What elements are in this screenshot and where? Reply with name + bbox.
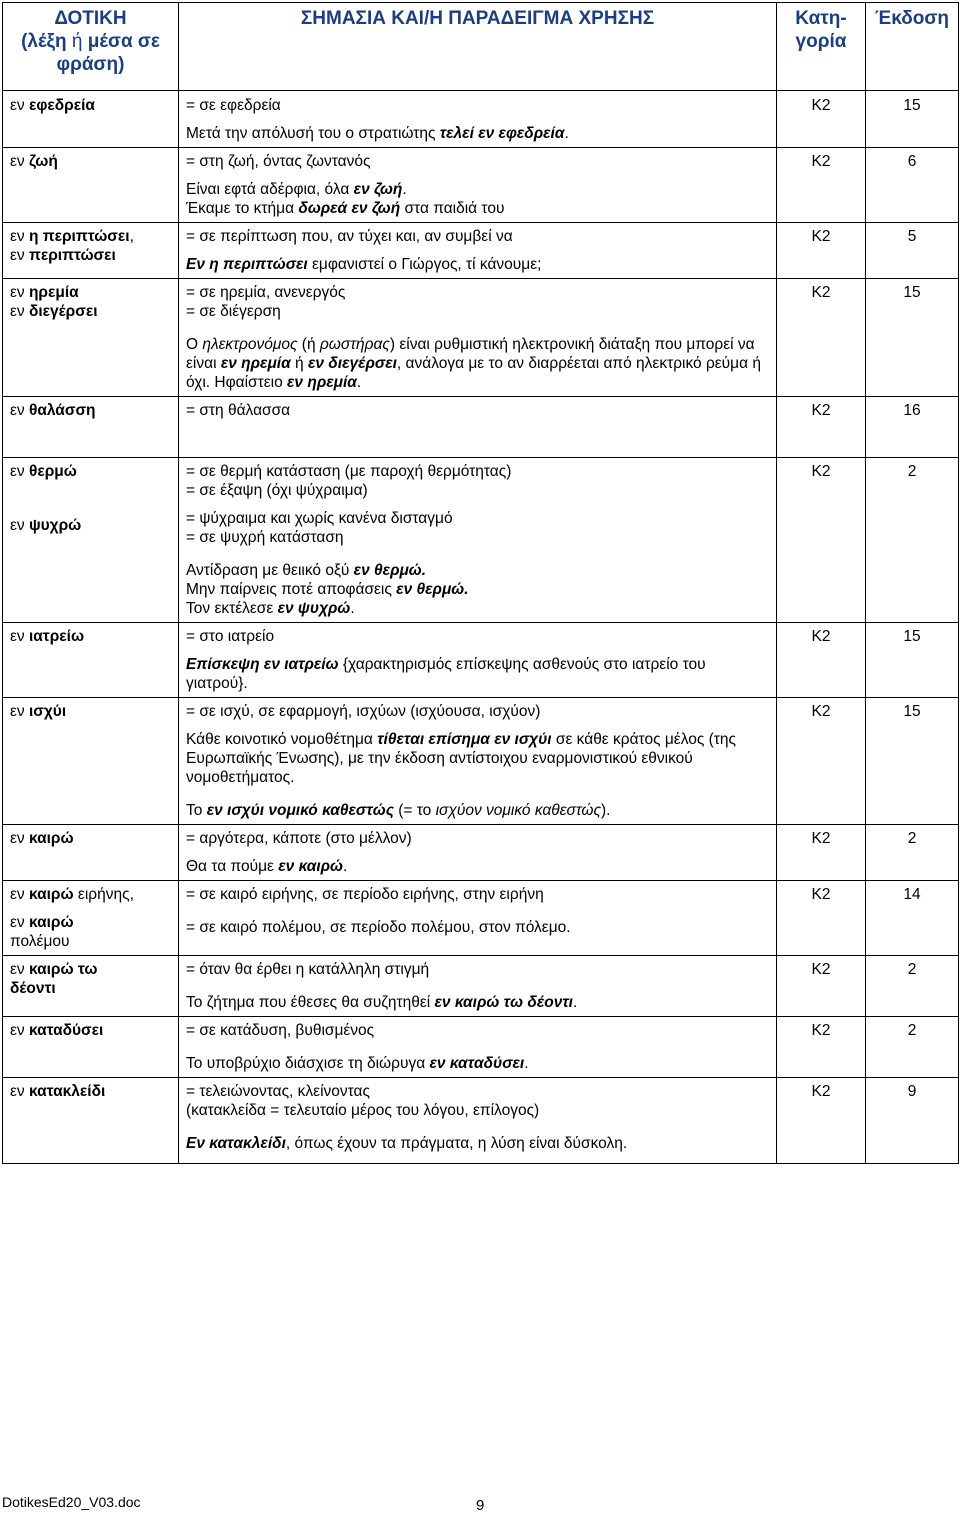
table-row <box>3 1017 959 1078</box>
edition-cell: 15 <box>866 279 959 397</box>
header-term <box>3 3 179 91</box>
category-cell: Κ2 <box>777 148 866 223</box>
meaning-text: = σε ηρεμία, ανενεργός <box>186 284 346 301</box>
table-row <box>3 698 959 825</box>
meaning-cell <box>179 1078 777 1164</box>
term-cell: εν θαλάσση <box>3 397 179 458</box>
edition-cell: 14 <box>866 881 959 956</box>
table-row <box>3 397 959 458</box>
category-cell: Κ2 <box>777 458 866 623</box>
meaning-text: = σε καιρό πολέμου, σε περίοδο πολέμου, στον πόλεμο. <box>186 919 571 936</box>
meaning-text: = τελειώνοντας, κλείνοντας <box>186 1083 370 1100</box>
category-cell: Κ2 <box>777 825 866 881</box>
example-text: Κάθε κοινοτικό νομοθέτημα τίθεται επίσημα εν ισχύι σε κάθε κράτος μέλος (της Ευρωπαϊκής Ένωσης), με την έκδοση αντίστοιχου εναρμονιστικού εθνικού νομοθετήματος. <box>186 731 736 786</box>
edition-cell: 5 <box>866 223 959 279</box>
category-cell: Κ2 <box>777 279 866 397</box>
category-cell: Κ2 <box>777 956 866 1017</box>
meaning-text: = σε έξαψη (όχι ψύχραιμα) <box>186 482 368 499</box>
meaning-text: = όταν θα έρθει η κατάλληλη στιγμή <box>186 961 430 978</box>
table-row <box>3 279 959 397</box>
example-text: Το υποβρύχιο διάσχισε τη διώρυγα εν καταδύσει. <box>186 1055 529 1072</box>
table-row <box>3 881 959 956</box>
edition-cell: 9 <box>866 1078 959 1164</box>
edition-cell: 2 <box>866 1017 959 1078</box>
edition-cell: 2 <box>866 458 959 623</box>
header-category: Κατη- γορία <box>777 3 866 91</box>
example-text: Επίσκεψη εν ιατρείω {χαρακτηρισμός επίσκεψης ασθενούς στο ιατρείο του γιατρού}. <box>186 656 706 692</box>
example-text: Μετά την απόλυσή του ο στρατιώτης τελεί εν εφεδρεία. <box>186 125 569 142</box>
example-text: Ο ηλεκτρονόμος (ή ρωστήρας) είναι ρυθμιστική ηλεκτρονική διάταξη που μπορεί να είναι εν ηρεμία ή εν διεγέρσει, ανάλογα με το αν διαρρέεται από ηλεκτρικό ρεύμα ή όχι. Ηφαίστειο εν ηρεμία. <box>186 336 761 391</box>
edition-cell: 2 <box>866 956 959 1017</box>
meaning-cell <box>179 223 777 279</box>
term-cell: εν ιατρείω <box>3 623 179 698</box>
term-cell: εν καιρώ <box>3 825 179 881</box>
meaning-text: = αργότερα, κάποτε (στο μέλλον) <box>186 830 412 847</box>
example-text: Έκαμε το κτήμα δωρεά εν ζωή στα παιδιά του <box>186 200 505 217</box>
meaning-text: = σε κατάδυση, βυθισμένος <box>186 1022 375 1039</box>
meaning-text: = σε εφεδρεία <box>186 97 281 114</box>
meaning-text: = σε διέγερση <box>186 303 281 320</box>
meaning-cell <box>179 458 777 623</box>
header-meaning: ΣΗΜΑΣΙΑ ΚΑΙ/Η ΠΑΡΑΔΕΙΓΜΑ ΧΡΗΣΗΣ <box>179 3 777 91</box>
edition-cell: 6 <box>866 148 959 223</box>
meaning-cell <box>179 148 777 223</box>
meaning-cell <box>179 698 777 825</box>
table-row <box>3 825 959 881</box>
example-text: Θα τα πούμε εν καιρώ. <box>186 858 348 875</box>
meaning-text: = στο ιατρείο <box>186 628 275 645</box>
table-header-row <box>3 3 959 91</box>
category-cell: Κ2 <box>777 397 866 458</box>
meaning-text: = σε ισχύ, σε εφαρμογή, ισχύων (ισχύουσα, ισχύον) <box>186 703 541 720</box>
example-text: Τον εκτέλεσε εν ψυχρώ. <box>186 600 355 617</box>
edition-cell: 15 <box>866 623 959 698</box>
example-text: Είναι εφτά αδέρφια, όλα εν ζωή. <box>186 181 407 198</box>
header-term-subtitle-end: φράση) <box>56 54 125 75</box>
meaning-text: = ψύχραιμα και χωρίς κανένα δισταγμό <box>186 510 453 527</box>
meaning-cell <box>179 279 777 397</box>
header-term-subtitle: (λέξη ή μέσα σε <box>21 31 160 52</box>
meaning-text: = σε περίπτωση που, αν τύχει και, αν συμβεί να <box>186 228 513 245</box>
category-cell: Κ2 <box>777 1078 866 1164</box>
table-row <box>3 148 959 223</box>
category-cell: Κ2 <box>777 881 866 956</box>
meaning-text: = στη θάλασσα <box>186 402 291 419</box>
table-row <box>3 623 959 698</box>
footer-page-number: 9 <box>476 1497 485 1514</box>
meaning-cell <box>179 623 777 698</box>
term-cell: εν καιρώ τω δέοντι <box>3 956 179 1017</box>
term-cell: εν εφεδρεία <box>3 91 179 148</box>
table-row <box>3 1078 959 1164</box>
table-row <box>3 91 959 148</box>
meaning-cell <box>179 1017 777 1078</box>
meaning-cell <box>179 397 777 458</box>
example-text: Το ζήτημα που έθεσες θα συζητηθεί εν καιρώ τω δέοντι. <box>186 994 578 1011</box>
category-cell: Κ2 <box>777 623 866 698</box>
meaning-cell <box>179 825 777 881</box>
meaning-text: = σε θερμή κατάσταση (με παροχή θερμότητας) <box>186 463 512 480</box>
term-cell: εν ισχύι <box>3 698 179 825</box>
term-cell: εν η περιπτώσει, εν περιπτώσει <box>3 223 179 279</box>
example-text: Εν κατακλείδι, όπως έχουν τα πράγματα, η λύση είναι δύσκολη. <box>186 1135 628 1152</box>
meaning-text: = σε καιρό ειρήνης, σε περίοδο ειρήνης, στην ειρήνη <box>186 886 544 903</box>
header-edition: Έκδοση <box>866 3 959 91</box>
table-row <box>3 956 959 1017</box>
term-cell: εν καιρώ ειρήνης, εν καιρώ πολέμου <box>3 881 179 956</box>
table-row <box>3 223 959 279</box>
meaning-cell <box>179 91 777 148</box>
example-text: Εν η περιπτώσει εμφανιστεί ο Γιώργος, τί κάνουμε; <box>186 256 542 273</box>
meaning-text: = σε ψυχρή κατάσταση <box>186 529 344 546</box>
meaning-text: (κατακλείδα = τελευταίο μέρος του λόγου, επίλογος) <box>186 1102 540 1119</box>
term-cell: εν καταδύσει <box>3 1017 179 1078</box>
term-cell: εν κατακλείδι <box>3 1078 179 1164</box>
footer-document-name: DotikesEd20_V03.doc <box>2 1494 141 1510</box>
category-cell: Κ2 <box>777 91 866 148</box>
term-cell: εν ζωή <box>3 148 179 223</box>
dative-expressions-table <box>2 2 959 1164</box>
example-text: Αντίδραση με θειικό οξύ εν θερμώ. <box>186 562 427 579</box>
edition-cell: 2 <box>866 825 959 881</box>
term-cell: εν ηρεμία εν διεγέρσει <box>3 279 179 397</box>
meaning-cell <box>179 881 777 956</box>
meaning-cell <box>179 956 777 1017</box>
header-term-title: ΔΟΤΙΚΗ <box>54 8 127 29</box>
category-cell: Κ2 <box>777 698 866 825</box>
edition-cell: 15 <box>866 91 959 148</box>
category-cell: Κ2 <box>777 1017 866 1078</box>
example-text: Το εν ισχύι νομικό καθεστώς (= το ισχύον νομικό καθεστώς). <box>186 802 611 819</box>
term-cell: εν θερμώ εν ψυχρώ <box>3 458 179 623</box>
edition-cell: 15 <box>866 698 959 825</box>
example-text: Μην παίρνεις ποτέ αποφάσεις εν θερμώ. <box>186 581 469 598</box>
table-row <box>3 458 959 623</box>
edition-cell: 16 <box>866 397 959 458</box>
category-cell: Κ2 <box>777 223 866 279</box>
meaning-text: = στη ζωή, όντας ζωντανός <box>186 153 371 170</box>
